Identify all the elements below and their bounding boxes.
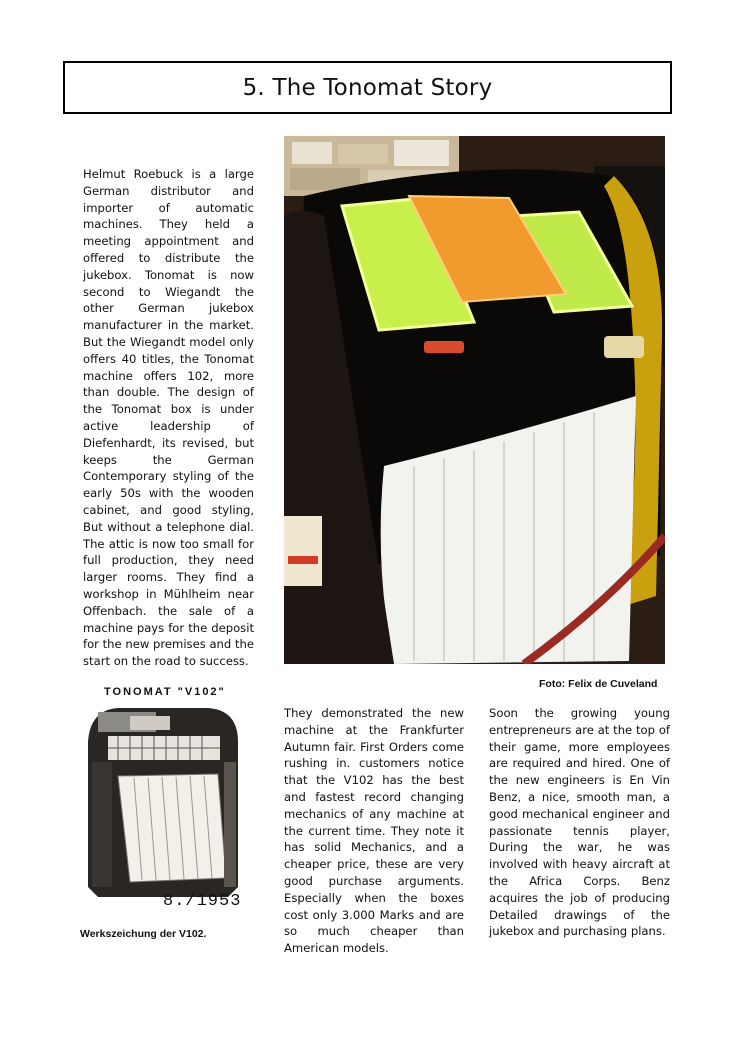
text-column-left: Helmut Roebuck is a large German distributor and importer of automatic machines. They held a meeting appointment and offered to distribute the jukebox. Tonomat is now second to Wiegandt the other German jukebox manufacturer in the market. But the Wiegandt model only offers 40 titles, the Tonomat machine offers 102, more than double. The design of the Tonomat box is under active leadership of Diefenhardt, its revised, but keeps the German Contemporary styling of the early 50s with the wooden cabinet, and good styling, But without a telephone dial. The attic is now too small for full production, they need larger rooms. They find a workshop in Mühlheim near Offenbach. the sale of a machine pays for the deposit for the new premises and the start on the road to success. [83,167,254,669]
text-column-middle: They demonstrated the new machine at the Frankfurter Autumn fair. First Orders come rushing in. customers notice that the V102 has the best and fastest record changing mechanics of any machine at the current time. They note it has solid Mechanics, and a cheaper price, these are very good purchase arguments. Especially when the boxes cost only 3.000 Marks and are so much cheaper than American models. [284,706,464,956]
drawing-label: TONOMAT "V102" [104,686,226,698]
jukebox-drawing [78,702,248,917]
title-box [63,61,672,114]
drawing-caption: Werkszeichung der V102. [80,928,207,940]
text-column-right: Soon the growing young entrepreneurs are at the top of their game, more employees are required and hired. One of the new engineers is En Vin Benz, a nice, smooth man, a good mechanical engineer and passionate tennis player, During the war, he was involved with heavy aircraft at the Africa Corps. Benz acquires the job of producing Detailed drawings of the jukebox and purchasing plans. [489,706,670,939]
page-title: 5. The Tonomat Story [242,74,493,101]
jukebox-photo [284,136,665,664]
drawing-date: 8./1953 [163,892,242,911]
photo-credit: Foto: Felix de Cuveland [539,678,658,690]
